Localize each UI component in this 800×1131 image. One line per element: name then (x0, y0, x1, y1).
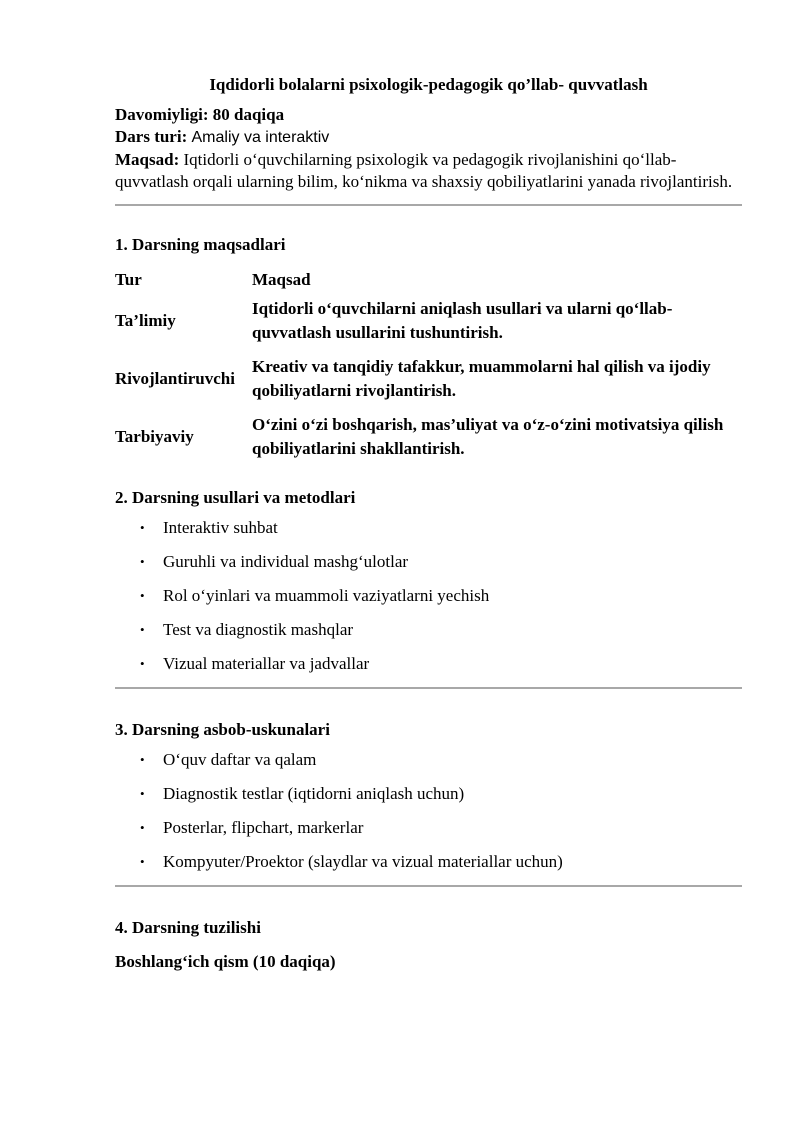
section-heading: 2. Darsning usullari va metodlari (115, 488, 356, 507)
bullet-icon: • (140, 656, 145, 671)
list-item-text: Guruhli va individual mashg‘ulotlar (163, 552, 409, 571)
list-item (115, 585, 742, 619)
list-item-text: Diagnostik testlar (iqtidorni aniqlash uchun) (163, 784, 465, 803)
list-item (115, 851, 742, 885)
section-goals (115, 234, 742, 466)
divider (115, 687, 742, 689)
table-cell-maqsad: Kreativ va tanqidiy tafakkur, muammolarni hal qilish va ijodiy qobiliyatlarni rivojlantirish. (252, 357, 711, 400)
list-item-text: Interaktiv suhbat (163, 518, 278, 537)
list-item-text: Posterlar, flipchart, markerlar (163, 818, 364, 837)
bullet-icon: • (140, 820, 145, 835)
section-heading: 4. Darsning tuzilishi (115, 918, 261, 937)
table-row (115, 350, 742, 408)
goals-table (115, 268, 742, 466)
lesson-type-label: Dars turi: (115, 127, 188, 146)
subsection-heading: Boshlang‘ich qism (10 daqiqa) (115, 952, 336, 971)
bullet-icon: • (140, 520, 145, 535)
list-item (115, 619, 742, 653)
list-item (115, 551, 742, 585)
list-item-text: Kompyuter/Proektor (slaydlar va vizual materiallar uchun) (163, 852, 563, 871)
purpose-value: Iqtidorli o‘quvchilarning psixologik va pedagogik rivojlanishini qo‘llab-quvvatlash orqali ularning bilim, ko‘nikma va shaxsiy qobiliyatlarini yanada rivojlantirish. (115, 150, 733, 191)
divider (115, 885, 742, 887)
duration-line (115, 104, 742, 126)
equipment-list (115, 749, 742, 885)
bullet-icon: • (140, 752, 145, 767)
list-item (115, 817, 742, 851)
list-item (115, 749, 742, 783)
list-item-text: Vizual materiallar va jadvallar (163, 654, 370, 673)
section-methods (115, 487, 742, 689)
column-header-tur: Tur (115, 270, 142, 289)
section-equipment (115, 719, 742, 887)
list-item (115, 653, 742, 687)
section-heading: 3. Darsning asbob-uskunalari (115, 720, 330, 739)
bullet-icon: • (140, 554, 145, 569)
bullet-icon: • (140, 854, 145, 869)
column-header-maqsad: Maqsad (252, 270, 311, 289)
bullet-icon: • (140, 622, 145, 637)
duration-value: 80 daqiqa (212, 105, 285, 124)
divider (115, 204, 742, 206)
list-item-text: Rol o‘yinlari va muammoli vaziyatlarni yechish (163, 586, 490, 605)
table-cell-tur: Ta’limiy (115, 311, 176, 330)
document-title: Iqdidorli bolalarni psixologik-pedagogik qo’llab- quvvatlash (209, 75, 648, 94)
purpose-line (115, 149, 742, 193)
table-cell-tur: Tarbiyaviy (115, 427, 194, 446)
lesson-type-line (115, 126, 742, 149)
lesson-type-value: Amaliy va interaktiv (191, 129, 330, 146)
section-structure (115, 917, 742, 973)
list-item (115, 517, 742, 551)
table-cell-maqsad: O‘zini o‘zi boshqarish, mas’uliyat va o‘z-o‘zini motivatsiya qilish qobiliyatlarini shakllantirish. (252, 415, 724, 458)
table-cell-tur: Rivojlantiruvchi (115, 369, 235, 388)
section-heading: 1. Darsning maqsadlari (115, 235, 286, 254)
bullet-icon: • (140, 786, 145, 801)
duration-label: Davomiyligi: (115, 105, 209, 124)
list-item-text: O‘quv daftar va qalam (163, 750, 317, 769)
methods-list (115, 517, 742, 687)
table-row (115, 292, 742, 350)
bullet-icon: • (140, 588, 145, 603)
table-cell-maqsad: Iqtidorli o‘quvchilarni aniqlash usullari va ularni qo‘llab-quvvatlash usullarini tushuntirish. (252, 299, 673, 342)
table-row (115, 408, 742, 466)
table-header-row (115, 268, 742, 292)
list-item-text: Test va diagnostik mashqlar (163, 620, 354, 639)
list-item (115, 783, 742, 817)
document-page (115, 74, 742, 973)
purpose-label: Maqsad: (115, 150, 180, 169)
